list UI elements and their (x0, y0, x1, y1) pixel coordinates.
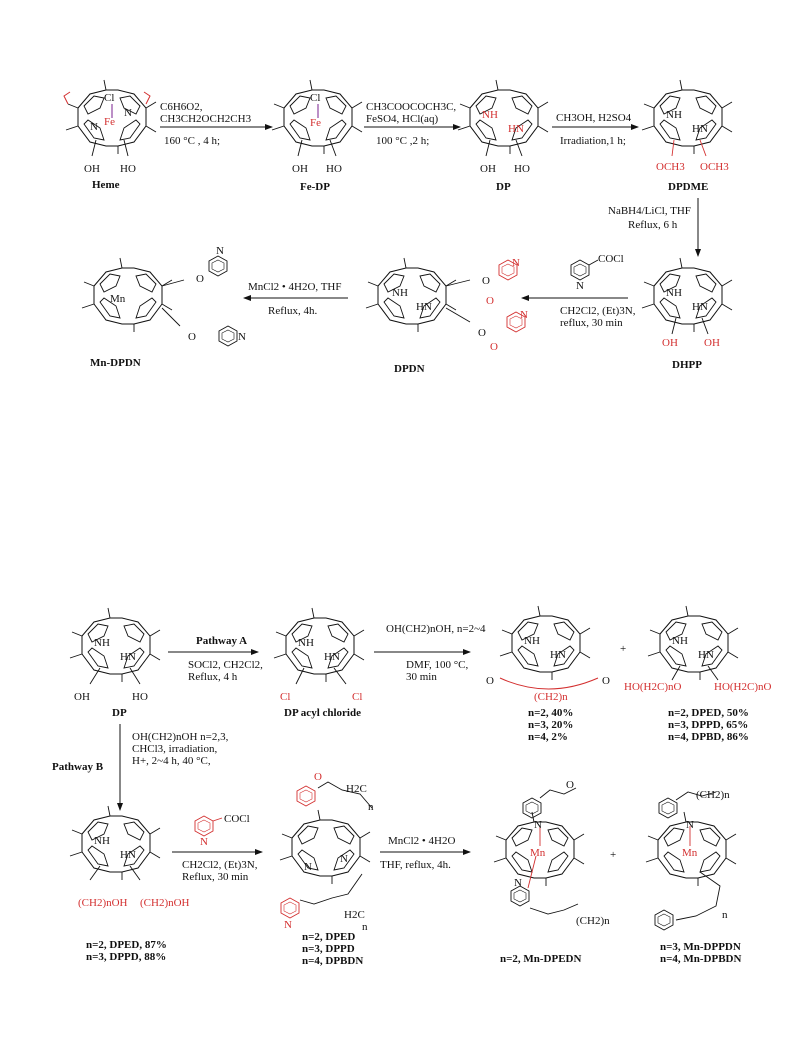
dp-nh-label: NH (482, 109, 498, 121)
cyclic-diester-structure (486, 606, 610, 743)
open-yield-2: n=3, DPPD, 65% (668, 719, 749, 731)
nic-product-1: n=2, DPED (302, 931, 356, 943)
reagent-b3: H+, 2~4 h, 40 °C, (132, 755, 211, 767)
diol-hn: HN (120, 849, 136, 861)
reagent-a1: SOCl2, CH2Cl2, (188, 659, 263, 671)
acyl-nh: NH (298, 637, 314, 649)
fedp-cl-label: Cl (310, 92, 321, 104)
dhpp-name: DHPP (672, 359, 702, 371)
reagent-6b: Reflux, 4h. (268, 305, 318, 317)
fedp-fe-label: Fe (310, 117, 321, 129)
dpdn-n-2: N (520, 309, 528, 321)
dhpp-nh-label: NH (666, 287, 682, 299)
mndpdn-mn-label: Mn (110, 293, 126, 305)
reagent-e2: THF, reflux, 4h. (380, 859, 451, 871)
mn-dppdn-name-2: n=4, Mn-DPBDN (660, 953, 742, 965)
mndpdn-structure (82, 245, 246, 369)
s2-dp-structure (70, 608, 160, 719)
mn-dppdn-ch2n: (CH2)n (696, 789, 730, 801)
dpdn-o-1: O (482, 275, 490, 287)
reagent-1b: CH3CH2OCH2CH3 (160, 113, 252, 125)
mn-dppdn-n-sub: n (722, 909, 728, 921)
heme-structure (64, 80, 156, 191)
dhpp-structure (642, 258, 732, 371)
mn-dppdn-mn: Mn (682, 847, 698, 859)
open-ho-chain-2: HO(H2C)nO (714, 681, 772, 693)
heme-oh-label: OH (84, 163, 100, 175)
scheme-2 (52, 606, 771, 967)
open-hn: HN (698, 649, 714, 661)
dpdn-o-2: O (486, 295, 494, 307)
mndpdn-n-1: N (216, 245, 224, 257)
dp-name: DP (496, 181, 511, 193)
dp-acyl-chloride-structure (274, 608, 364, 719)
open-diester-structure (624, 606, 771, 743)
mndpdn-o-1: O (196, 273, 204, 285)
diol-chain-2: (CH2)nOH (140, 897, 190, 909)
mndpdn-name: Mn-DPDN (90, 357, 141, 369)
mndpdn-o-2: O (188, 331, 196, 343)
reagent-5b: reflux, 30 min (560, 317, 623, 329)
s2-nicotinate-structure (280, 771, 374, 967)
nic-h2c-bottom: H2C (344, 909, 365, 921)
heme-fe-label: Fe (104, 116, 115, 128)
fedp-oh-label: OH (292, 163, 308, 175)
fedp-structure (272, 80, 362, 193)
reagent-3b: Irradiation,1 h; (560, 135, 626, 147)
dp-hn-label: HN (508, 123, 524, 135)
mn-dpedn-o-top: O (566, 779, 574, 791)
scheme-1 (64, 80, 732, 375)
nic-n-sub-top: n (368, 801, 374, 813)
dpdme-structure (642, 80, 732, 193)
heme-n-label: N (90, 121, 98, 133)
pathway-a-label: Pathway A (196, 635, 248, 647)
nic-n-pyr: N (284, 919, 292, 931)
dhpp-hn-label: HN (692, 301, 708, 313)
diol-yield-1: n=2, DPED, 87% (86, 939, 167, 951)
dpdn-o-3: O (478, 327, 486, 339)
dhpp-oh-2: OH (704, 337, 720, 349)
reagent-1a: C6H6O2, (160, 101, 203, 113)
reagent-b2: CHCl3, irradiation, (132, 743, 218, 755)
mn-dpedn-structure (494, 779, 610, 965)
reagent-c1: OH(CH2)nOH, n=2~4 (386, 623, 486, 635)
nic-product-3: n=4, DPBDN (302, 955, 364, 967)
open-yield-1: n=2, DPED, 50% (668, 707, 749, 719)
mn-dpedn-ch2n: (CH2)n (576, 915, 610, 927)
diol-yield-2: n=3, DPPD, 88% (86, 951, 167, 963)
dpdme-name: DPDME (668, 181, 709, 193)
reagent-2b: FeSO4, HCl(aq) (366, 113, 439, 125)
s2-dp-hn: HN (120, 651, 136, 663)
s2-dp-oh: OH (74, 691, 90, 703)
acyl-cl-1: Cl (280, 691, 291, 703)
nic-n-1: N (304, 861, 312, 873)
dpdme-nh-label: NH (666, 109, 682, 121)
cyclic-hn: HN (550, 649, 566, 661)
dp-oh-label: OH (480, 163, 496, 175)
open-ho-chain-1: HO(H2C)nO (624, 681, 682, 693)
nicotinoyl-chloride (571, 253, 624, 292)
reagent-1c: 160 °C , 4 h; (164, 135, 221, 147)
cyclic-yield-1: n=2, 40% (528, 707, 574, 719)
fedp-name: Fe-DP (300, 181, 330, 193)
cyclic-yield-2: n=3, 20% (528, 719, 574, 731)
reagent-c2: DMF, 100 °C, (406, 659, 469, 671)
heme-ho-label: HO (120, 163, 136, 175)
dpdme-och3-1: OCH3 (656, 161, 685, 173)
mn-dppdn-structure (646, 789, 741, 965)
pathway-b-label: Pathway B (52, 761, 104, 773)
plus-sign-1: + (620, 643, 627, 655)
reagent-4a: NaBH4/LiCl, THF (608, 205, 691, 217)
dpdn-n-1: N (512, 257, 520, 269)
s2-dp-nh: NH (94, 637, 110, 649)
dpdn-name: DPDN (394, 363, 425, 375)
cyclic-yield-3: n=4, 2% (528, 731, 568, 743)
mn-dpedn-n-top: N (534, 819, 542, 831)
reagent-4b: Reflux, 6 h (628, 219, 678, 231)
diol-chain-1: (CH2)nOH (78, 897, 128, 909)
nic-n-sub-bottom: n (362, 921, 368, 933)
nic-h2c-top: H2C (346, 783, 367, 795)
cyclic-o-2: O (602, 675, 610, 687)
mn-dppdn-n-top: N (686, 819, 694, 831)
dpdn-nh-label: NH (392, 287, 408, 299)
acyl-hn: HN (324, 651, 340, 663)
reagent-2c: 100 °C ,2 h; (376, 135, 430, 147)
nic-n-2: N (340, 853, 348, 865)
open-nh: NH (672, 635, 688, 647)
s2-nicotinoyl-cocl: COCl (224, 813, 250, 825)
mn-dppdn-name-1: n=3, Mn-DPPDN (660, 941, 741, 953)
fedp-ho-label: HO (326, 163, 342, 175)
dpdn-o-4: O (490, 341, 498, 353)
dpdn-structure (366, 257, 528, 375)
dp-structure (458, 80, 548, 193)
cyclic-nh: NH (524, 635, 540, 647)
mn-dpedn-n-bottom: N (514, 877, 522, 889)
open-yield-3: n=4, DPBD, 86% (668, 731, 749, 743)
s2-dp-name: DP (112, 707, 127, 719)
dpdn-hn-label: HN (416, 301, 432, 313)
dp-ho-label: HO (514, 163, 530, 175)
cyclic-ch2n: (CH2)n (534, 691, 568, 703)
s2-diol-ester-structure (70, 806, 190, 963)
reagent-5a: CH2Cl2, (Et)3N, (560, 305, 636, 317)
mn-dpedn-name: n=2, Mn-DPEDN (500, 953, 582, 965)
dpdme-och3-2: OCH3 (700, 161, 729, 173)
reagent-e1: MnCl2 • 4H2O (388, 835, 456, 847)
reagent-d1: CH2Cl2, (Et)3N, (182, 859, 258, 871)
cyclic-o-1: O (486, 675, 494, 687)
dhpp-oh-1: OH (662, 337, 678, 349)
nic-o-top: O (314, 771, 322, 783)
s2-nicotinoyl-chloride (195, 813, 250, 848)
heme-n-label-2: N (124, 107, 132, 119)
acyl-cl-2: Cl (352, 691, 363, 703)
reagent-3a: CH3OH, H2SO4 (556, 112, 632, 124)
s2-dp-ho: HO (132, 691, 148, 703)
reagent-6a: MnCl2 • 4H2O, THF (248, 281, 342, 293)
reagent-d2: Reflux, 30 min (182, 871, 249, 883)
dp-acyl-chloride-name: DP acyl chloride (284, 707, 361, 719)
mndpdn-n-2: N (238, 331, 246, 343)
nicotinoyl-n: N (576, 280, 584, 292)
heme-cl-label: Cl (104, 92, 115, 104)
reagent-b1: OH(CH2)nOH n=2,3, (132, 731, 229, 743)
mn-dpedn-mn: Mn (530, 847, 546, 859)
reagent-a2: Reflux, 4 h (188, 671, 238, 683)
reagent-c3: 30 min (406, 671, 437, 683)
heme-name: Heme (92, 179, 120, 191)
dpdme-hn-label: HN (692, 123, 708, 135)
diol-nh: NH (94, 835, 110, 847)
nicotinoyl-cocl: COCl (598, 253, 624, 265)
s2-nicotinoyl-n: N (200, 836, 208, 848)
nic-product-2: n=3, DPPD (302, 943, 355, 955)
plus-sign-2: + (610, 849, 617, 861)
reagent-2a: CH3COOCOCH3C, (366, 101, 457, 113)
